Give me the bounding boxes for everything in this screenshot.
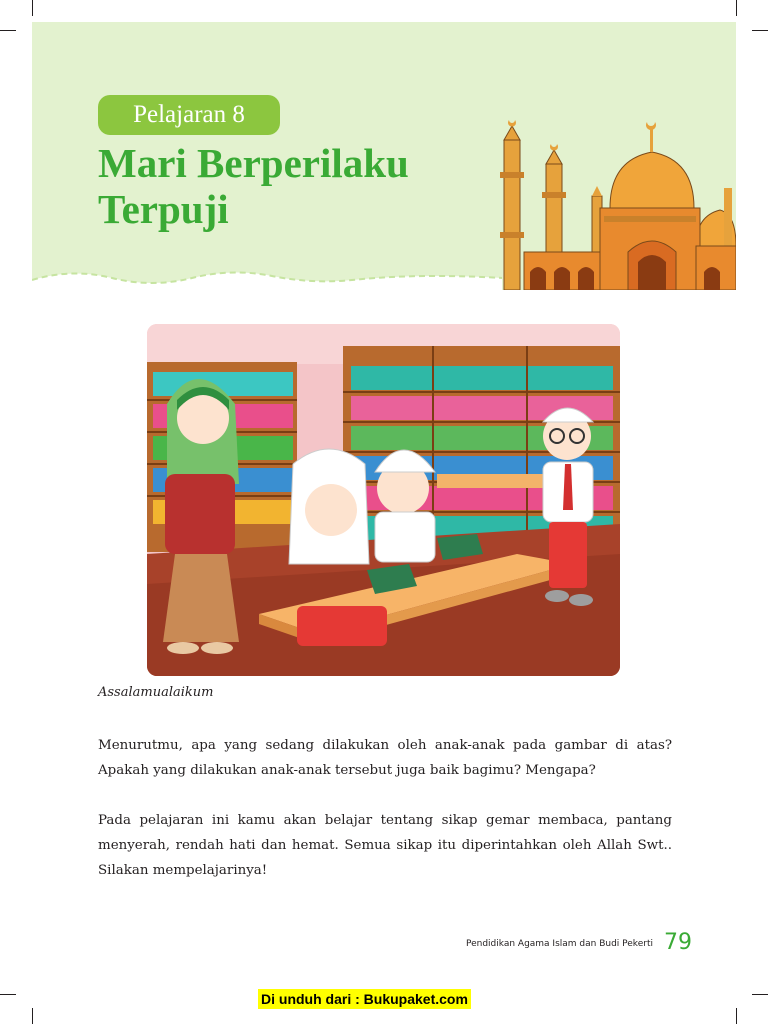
lesson-paragraph: Pada pelajaran ini kamu akan belajar tentang sikap gemar membaca, pantang menyerah, rendah hati dan hemat. Semua sikap itu diperintahkan oleh Allah Swt.. Silakan mempelajarinya!: [98, 813, 672, 878]
crop-mark: [32, 0, 33, 16]
book-title-footer: Pendidikan Agama Islam dan Budi Pekerti: [466, 939, 653, 949]
lesson-label: Pelajaran 8: [98, 95, 280, 135]
library-classroom-illustration: [147, 324, 620, 676]
title-line-2: Terpuji: [98, 186, 229, 232]
greeting-caption: Assalamualaikum: [98, 685, 214, 700]
title-line-1: Mari Berperilaku: [98, 140, 409, 186]
illustration-art: [147, 324, 620, 676]
crop-mark: [0, 994, 16, 995]
crop-mark: [736, 0, 737, 16]
crop-mark: [736, 1008, 737, 1024]
mosque-icon: [500, 112, 736, 290]
crop-mark: [752, 30, 768, 31]
crop-mark: [32, 1008, 33, 1024]
crop-mark: [752, 994, 768, 995]
download-notice: Di unduh dari : Bukupaket.com: [258, 989, 471, 1009]
intro-paragraph: Menurutmu, apa yang sedang dilakukan oleh anak-anak pada gambar di atas? Apakah yang dilakukan anak-anak tersebut juga baik bagimu? Mengapa?: [98, 738, 672, 778]
crop-mark: [0, 30, 16, 31]
page-number: 79: [664, 930, 692, 955]
page-title: [98, 140, 498, 232]
